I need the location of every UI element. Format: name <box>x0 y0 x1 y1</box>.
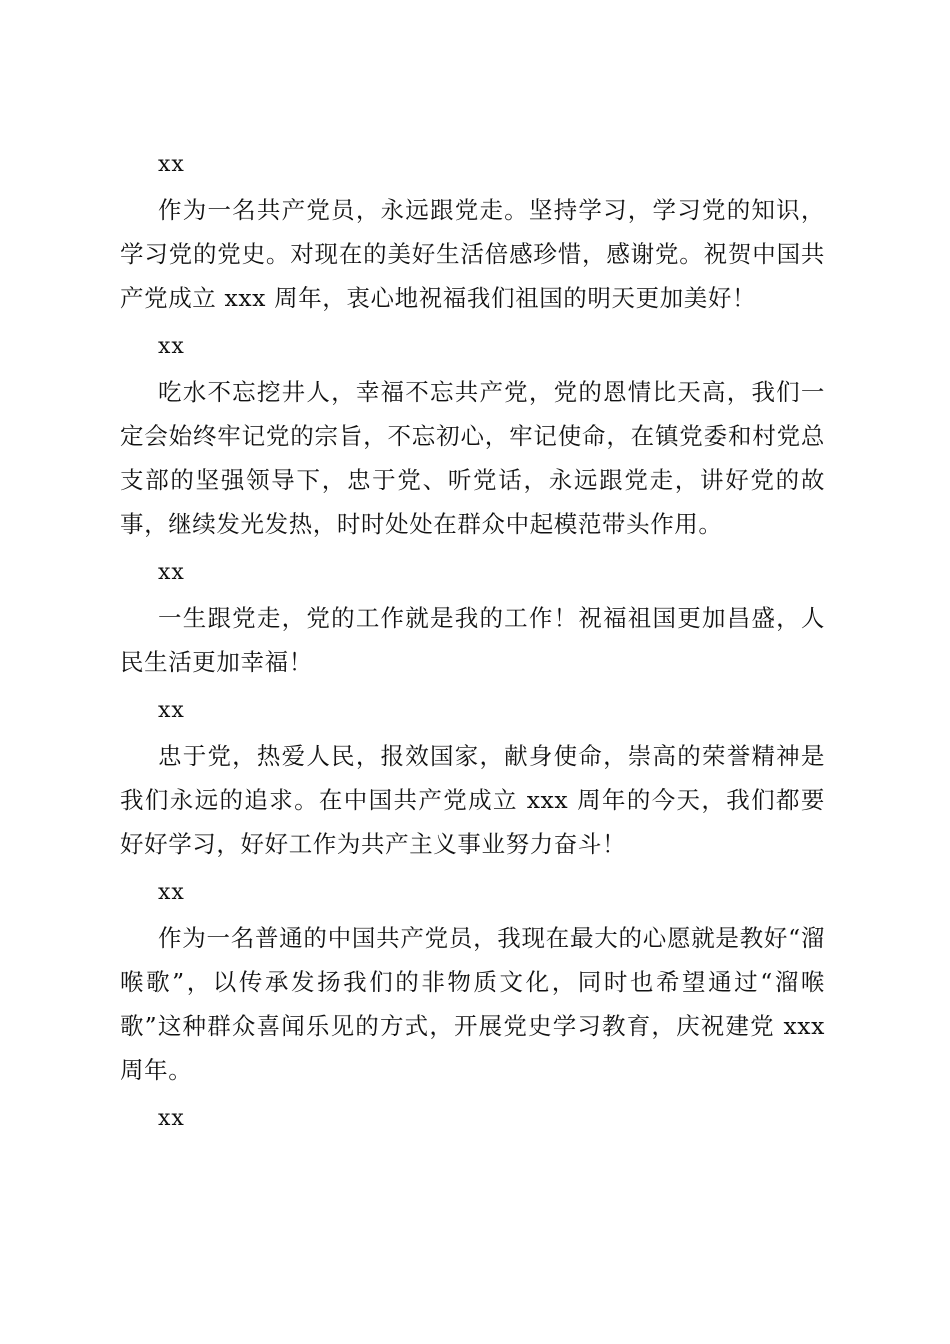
entry-text: 一生跟党走，党的工作就是我的工作！祝福祖国更加昌盛，人民生活更加幸福！ <box>120 604 825 676</box>
document-body <box>120 142 825 1142</box>
entry-author: xx <box>158 152 185 177</box>
entry-author: xx <box>158 560 185 585</box>
entry-author: xx <box>158 698 185 723</box>
entry-text: 作为一名共产党员，永远跟党走。坚持学习，学习党的知识，学习党的党史。对现在的美好生活倍感珍惜，感谢党。祝贺中国共产党成立 xxx 周年，衷心地祝福我们祖国的明天更加美好！ <box>120 196 825 312</box>
entry-text: 吃水不忘挖井人，幸福不忘共产党，党的恩情比天高，我们一定会始终牢记党的宗旨，不忘初心，牢记使命，在镇党委和村党总支部的坚强领导下，忠于党、听党话，永远跟党走，讲好党的故事，继续发光发热，时时处处在群众中起模范带头作用。 <box>120 378 825 538</box>
entry-text: 作为一名普通的中国共产党员，我现在最大的心愿就是教好“溜喉歌”，以传承发扬我们的非物质文化，同时也希望通过“溜喉歌”这种群众喜闻乐见的方式，开展党史学习教育，庆祝建党 xxx 周年。 <box>120 924 825 1084</box>
entry-author: xx <box>158 334 185 359</box>
entry-author: xx <box>158 880 185 905</box>
entry-text: 忠于党，热爱人民，报效国家，献身使命，崇高的荣誉精神是我们永远的追求。在中国共产党成立 xxx 周年的今天，我们都要好好学习，好好工作为共产主义事业努力奋斗！ <box>120 742 825 858</box>
trailing-author: xx <box>158 1106 185 1131</box>
